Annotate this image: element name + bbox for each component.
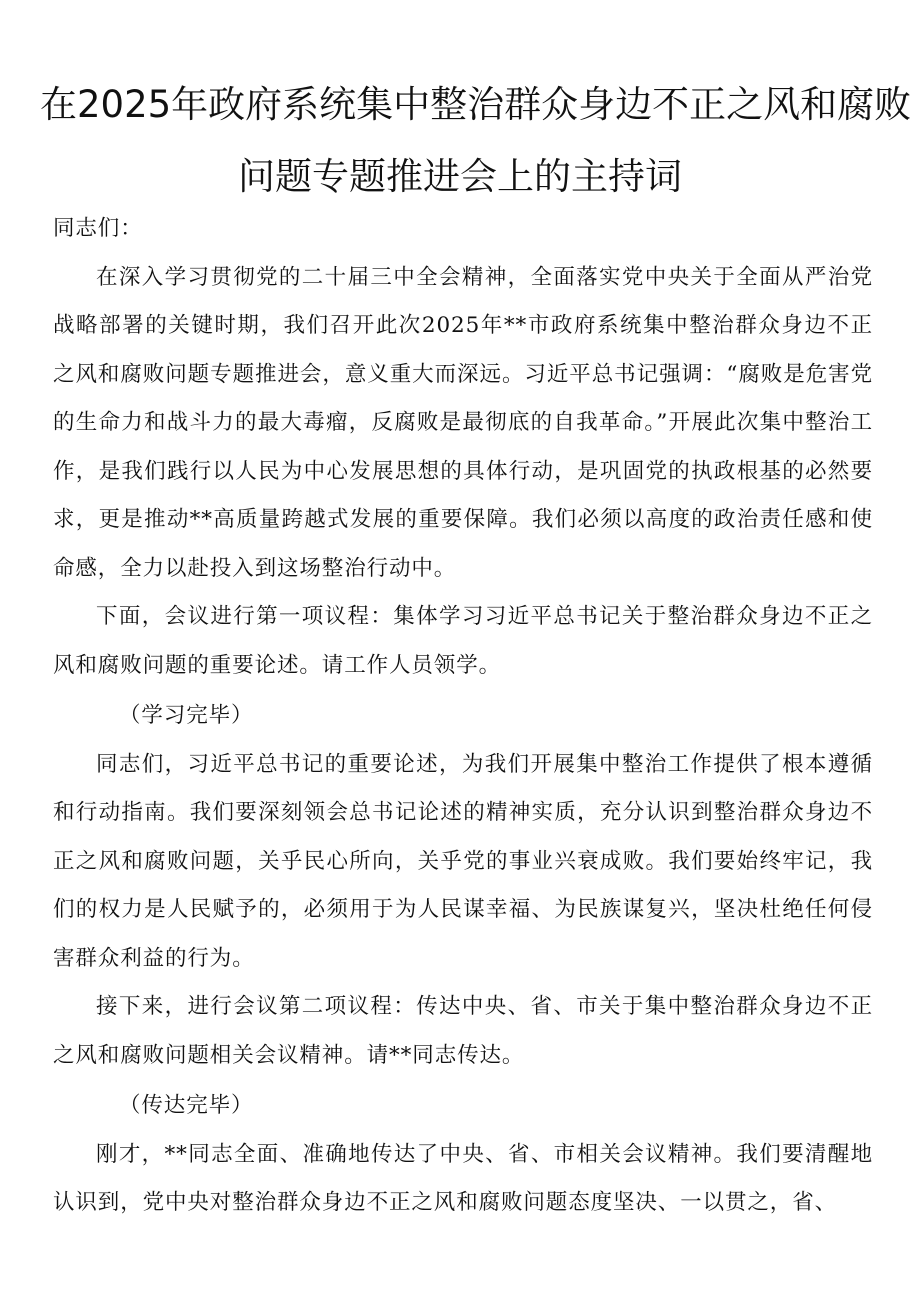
paragraph-relay-summary: 刚才，**同志全面、准确地传达了中央、省、市相关会议精神。我们要清醒地认识到，党中央对整治群众身边不正之风和腐败问题态度坚决、一以贯之，省、	[53, 1141, 873, 1215]
document-title-line-2: 问题专题推进会上的主持词	[238, 155, 682, 198]
stage-note-study-complete: （学习完毕）	[119, 703, 254, 728]
salutation: 同志们：	[53, 216, 143, 241]
paragraph-agenda-1: 下面，会议进行第一项议程：集体学习习近平总书记关于整治群众身边不正之风和腐败问题的重要论述。请工作人员领学。	[53, 604, 873, 678]
stage-note-relay-complete: （传达完毕）	[119, 1093, 254, 1118]
paragraph-study-summary: 同志们，习近平总书记的重要论述，为我们开展集中整治工作提供了根本遵循和行动指南。我们要深刻领会总书记论述的精神实质，充分认识到整治群众身边不正之风和腐败问题，关乎民心所向，关乎党的事业兴衰成败。我们要始终牢记，我们的权力是人民赋予的，必须用于为人民谋幸福、为民族谋复兴，坚决杜绝任何侵害群众利益的行为。	[53, 751, 873, 971]
document-title-line-1: 在2025年政府系统集中整治群众身边不正之风和腐败	[40, 83, 912, 126]
document-body	[53, 205, 873, 1228]
paragraph-agenda-2: 接下来，进行会议第二项议程：传达中央、省、市关于集中整治群众身边不正之风和腐败问题相关会议精神。请**同志传达。	[53, 994, 873, 1068]
paragraph-opening: 在深入学习贯彻党的二十届三中全会精神，全面落实党中央关于全面从严治党战略部署的关键时期，我们召开此次2025年**市政府系统集中整治群众身边不正之风和腐败问题专题推进会，意义重大而深远。习近平总书记强调：“腐败是危害党的生命力和战斗力的最大毒瘤，反腐败是最彻底的自我革命。”开展此次集中整治工作，是我们践行以人民为中心发展思想的具体行动，是巩固党的执政根基的必然要求，更是推动**高质量跨越式发展的重要保障。我们必须以高度的政治责任感和使命感，全力以赴投入到这场整治行动中。	[53, 264, 873, 581]
